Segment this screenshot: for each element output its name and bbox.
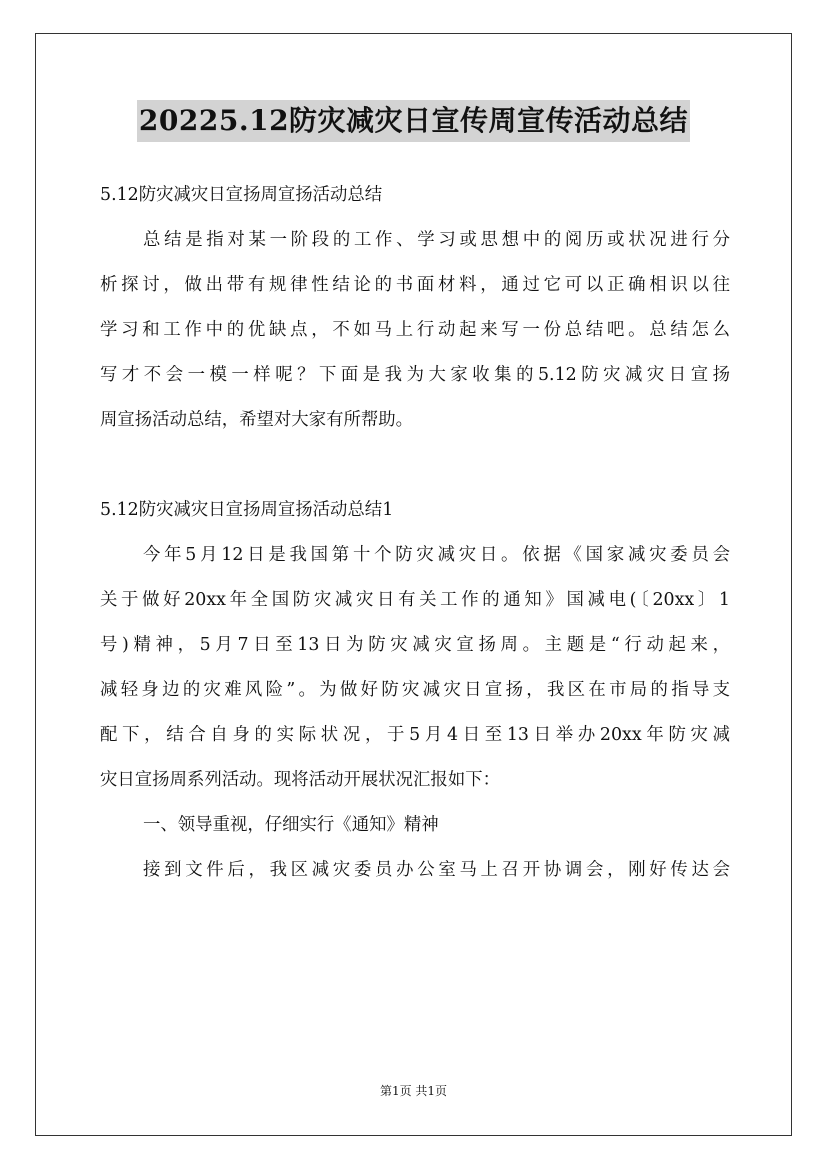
intro-line: 写才不会一模一样呢？下面是我为大家收集的5.12防灾减灾日宣扬 xyxy=(100,365,730,385)
section-line: 减轻身边的灾难风险”。为做好防灾减灾日宣扬，我区在市局的指导支 xyxy=(100,680,730,700)
document-title: 20225.12防灾减灾日宣传周宣传活动总结 xyxy=(137,100,690,142)
subtitle: 5.12防灾减灾日宣扬周宣扬活动总结 xyxy=(100,185,383,205)
intro-line: 周宣扬活动总结，希望对大家有所帮助。 xyxy=(100,410,414,430)
section-line: 灾日宣扬周系列活动。现将活动开展状况汇报如下： xyxy=(100,770,500,790)
section-line: 配下，结合自身的实际状况，于5月4日至13日举办20xx年防灾减 xyxy=(100,725,730,745)
subheading: 一、领导重视，仔细实行《通知》精神 xyxy=(143,815,439,835)
section-line: 关于做好20xx年全国防灾减灾日有关工作的通知》国减电(〔20xx〕1 xyxy=(100,590,730,610)
paragraph-gap xyxy=(100,443,730,488)
section-heading: 5.12防灾减灾日宣扬周宣扬活动总结1 xyxy=(100,500,394,520)
document-body xyxy=(100,173,730,893)
section-line: 今年5月12日是我国第十个防灾减灾日。依据《国家减灾委员会 xyxy=(143,545,730,565)
intro-line: 学习和工作中的优缺点，不如马上行动起来写一份总结吧。总结怎么 xyxy=(100,320,730,340)
intro-line: 析探讨，做出带有规律性结论的书面材料，通过它可以正确相识以往 xyxy=(100,275,730,295)
title-area xyxy=(0,100,827,142)
section-line: 号)精神，5月7日至13日为防灾减灾宣扬周。主题是“行动起来， xyxy=(100,635,730,655)
section-line: 接到文件后，我区减灾委员办公室马上召开协调会，刚好传达会 xyxy=(143,860,730,880)
intro-line: 总结是指对某一阶段的工作、学习或思想中的阅历或状况进行分 xyxy=(143,230,730,250)
page-number: 第1页 共1页 xyxy=(379,1084,448,1098)
